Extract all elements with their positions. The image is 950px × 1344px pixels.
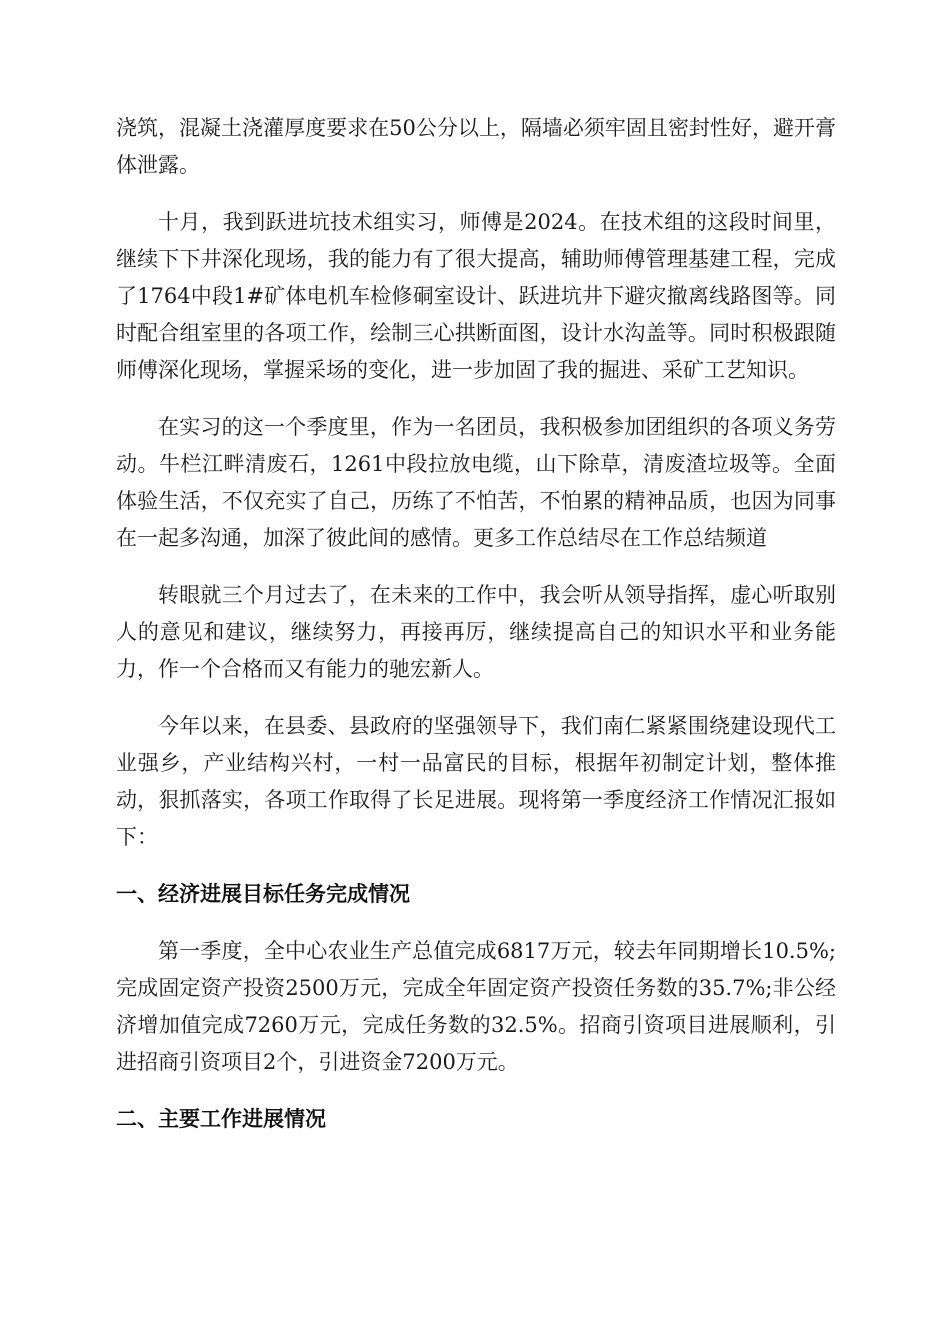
section-heading-economic-targets: 一、经济进展目标任务完成情况 bbox=[116, 882, 410, 906]
paragraph-report-intro: 今年以来，在县委、县政府的坚强领导下，我们南仁紧紧围绕建设现代工业强乡，产业结构兴村，一村一品富民的目标，根据年初制定计划，整体推动，狠抓落实，各项工作取得了长足进展。现将第一季度经济工作情况汇报如下： bbox=[116, 714, 836, 849]
paragraph-future-work: 转眼就三个月过去了，在未来的工作中，我会听从领导指挥，虚心听取别人的意见和建议，继续努力，再接再厉，继续提高自己的知识水平和业务能力，作一个合格而又有能力的驰宏新人。 bbox=[116, 583, 836, 681]
paragraph-first-quarter-results: 第一季度，全中心农业生产总值完成6817万元，较去年同期增长10.5%;完成固定资产投资2500万元，完成全年固定资产投资任务数的35.7%;非公经济增加值完成7260万元，完成任务数的32.5%。招商引资项目进展顺利，引进招商引资项目2个，引进资金7200万元。 bbox=[116, 939, 836, 1074]
paragraph-october-internship: 十月，我到跃进坑技术组实习，师傅是2024。在技术组的这段时间里，继续下下井深化现场，我的能力有了很大提高，辅助师傅管理基建工程，完成了1764中段1#矿体电机车检修硐室设计、跃进坑井下避灾撤离线路图等。同时配合组室里的各项工作，绘制三心拱断面图，设计水沟盖等。同时积极跟随师傅深化现场，掌握采场的变化，进一步加固了我的掘进、采矿工艺知识。 bbox=[116, 210, 836, 382]
paragraph-volunteer-labor: 在实习的这一个季度里，作为一名团员，我积极参加团组织的各项义务劳动。牛栏江畔清废石，1261中段拉放电缆，山下除草，清废渣垃圾等。全面体验生活，不仅充实了自己，历练了不怕苦，不怕累的精神品质，也因为同事在一起多沟通，加深了彼此间的感情。更多工作总结尽在工作总结频道 bbox=[116, 415, 836, 550]
document-body bbox=[116, 110, 836, 1158]
paragraph-concrete-pouring: 浇筑，混凝土浇灌厚度要求在50公分以上，隔墙必须牢固且密封性好，避开膏体泄露。 bbox=[116, 116, 836, 177]
section-heading-main-work: 二、主要工作进展情况 bbox=[116, 1107, 326, 1131]
